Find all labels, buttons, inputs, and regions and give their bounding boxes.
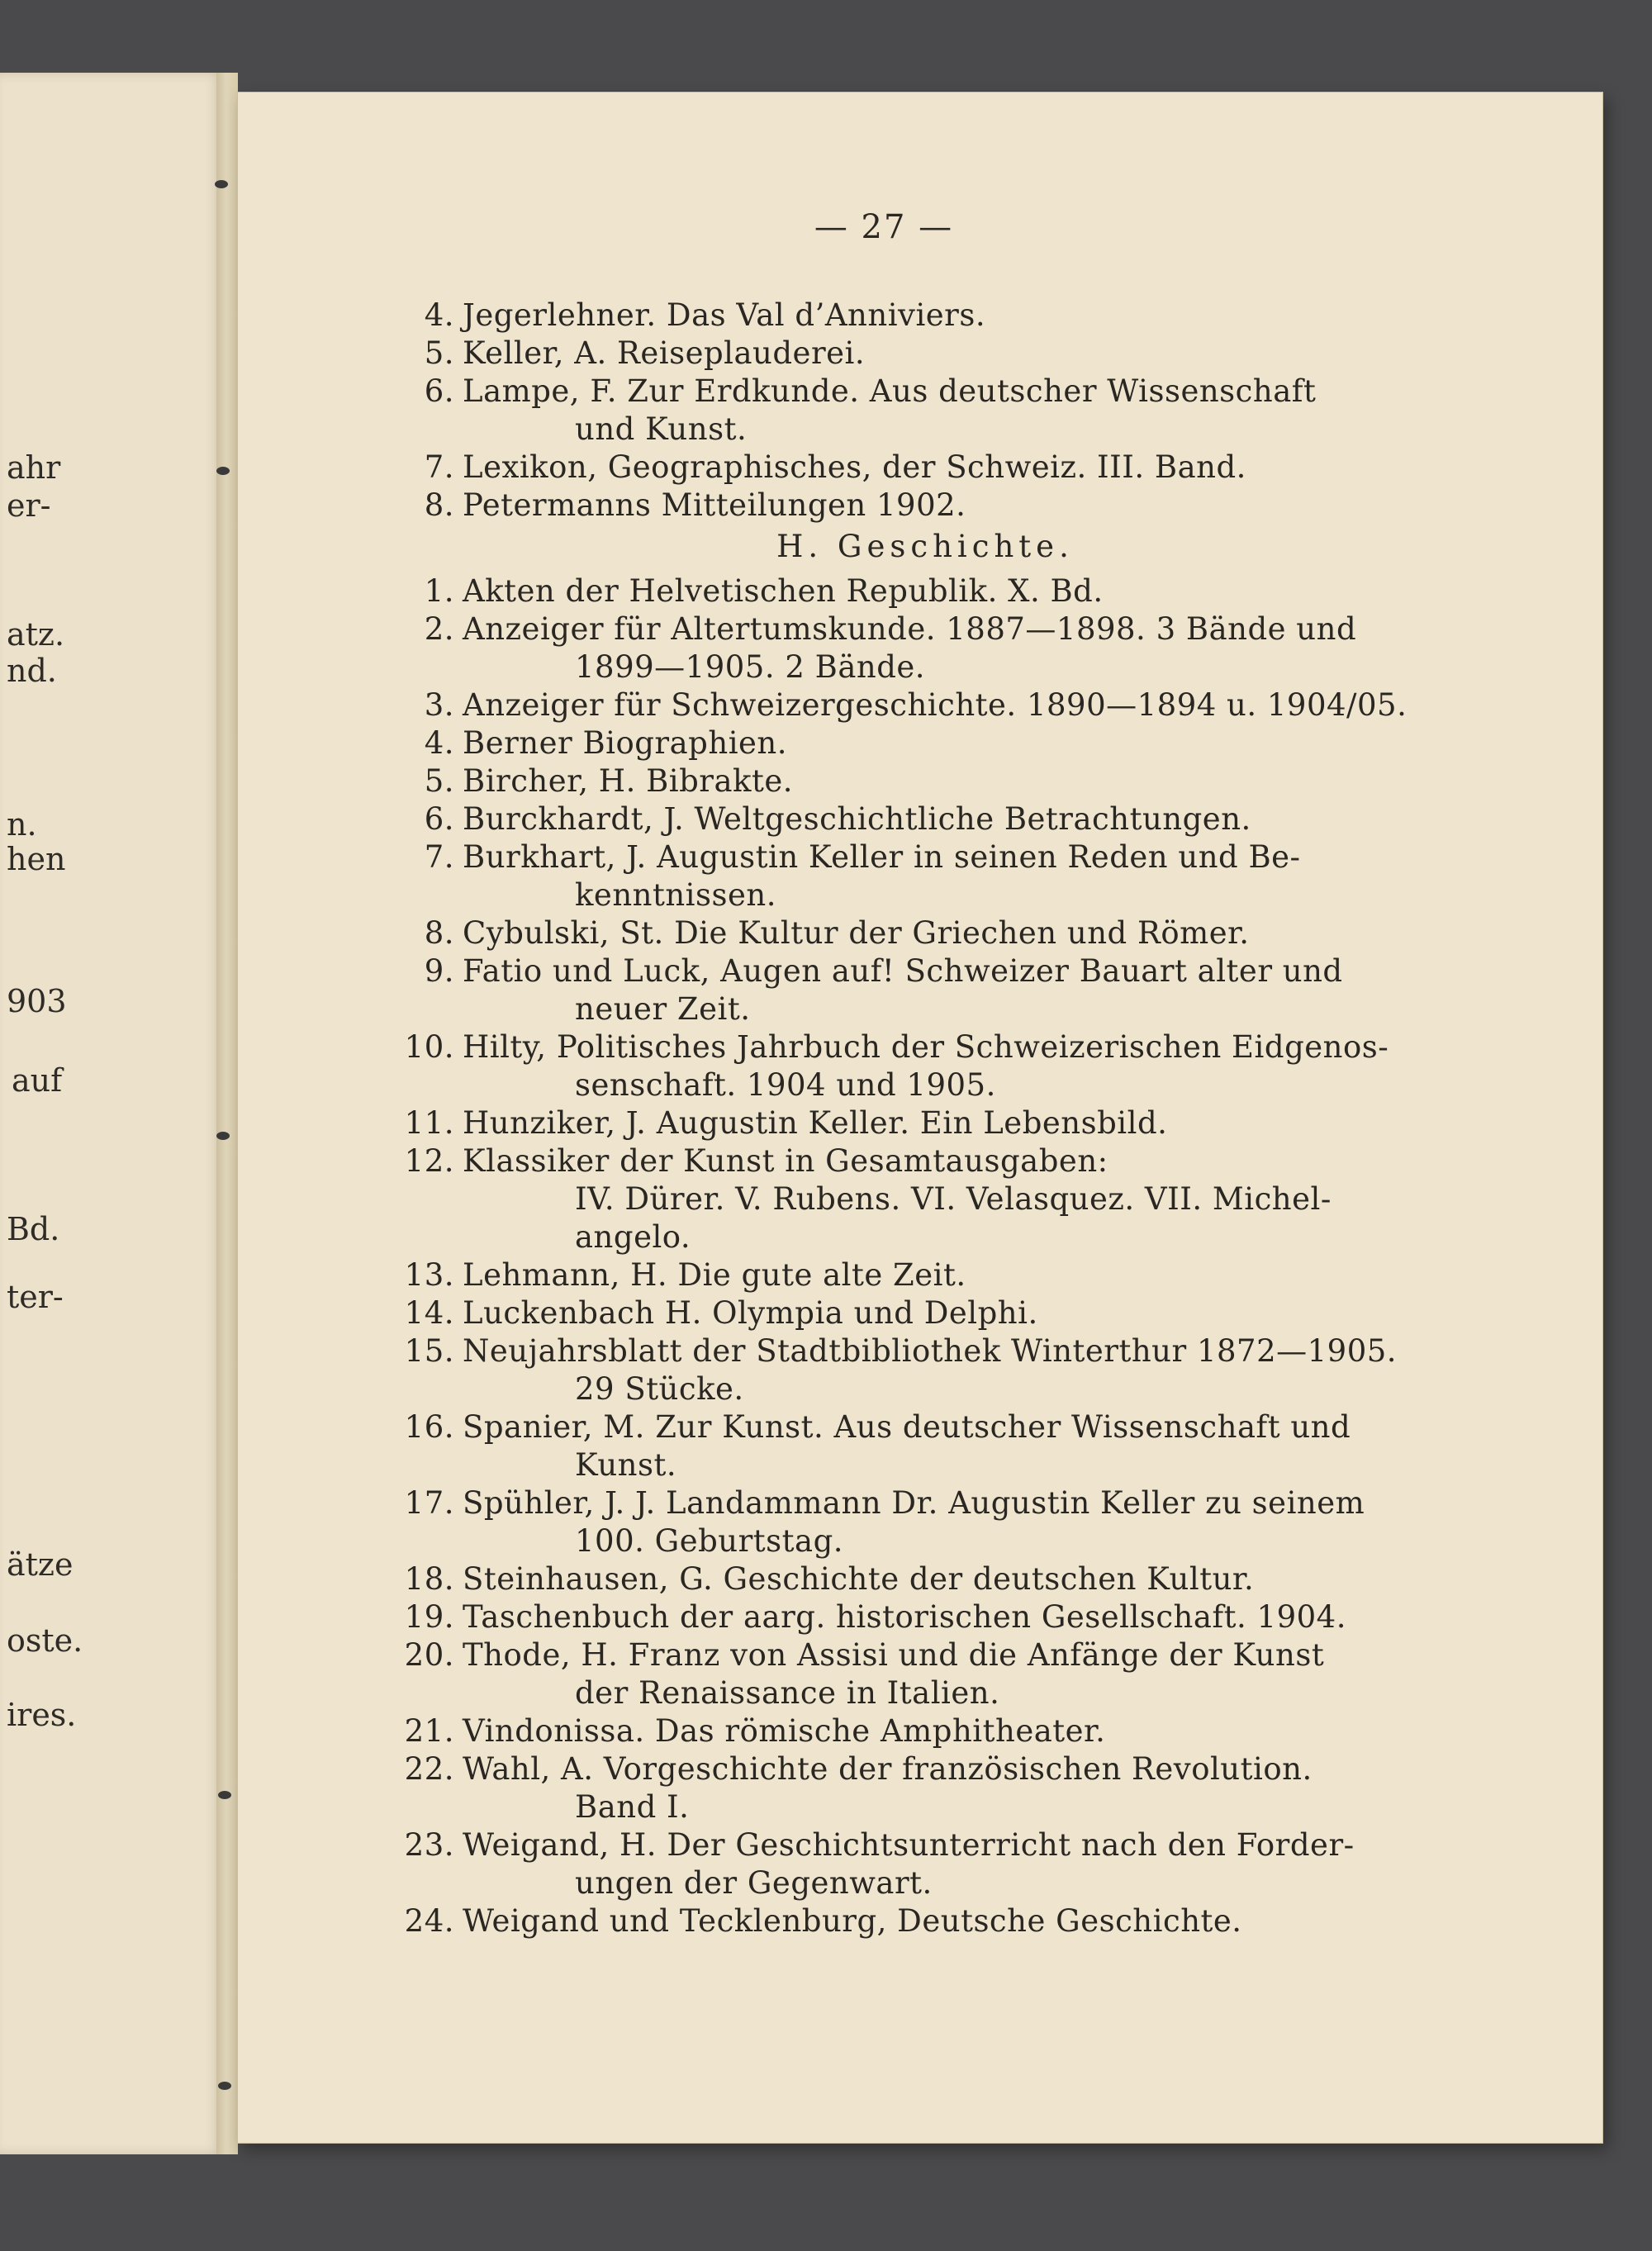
left-fragment: Bd. [7, 1211, 60, 1247]
left-fragment: ätze [7, 1546, 74, 1583]
left-fragment: nd. [7, 653, 57, 689]
binding-hole [216, 1132, 230, 1140]
left-page-edge [0, 73, 223, 2154]
binding-hole [218, 2082, 231, 2090]
left-fragment: ires. [7, 1697, 77, 1733]
left-fragment: atz. [7, 616, 65, 653]
left-fragment: ahr [7, 449, 61, 486]
left-fragment: n. [7, 806, 37, 843]
left-fragment: er- [7, 487, 51, 524]
binding-hole [216, 467, 230, 475]
page-number: — 27 — [814, 208, 954, 246]
left-fragment: 903 [7, 983, 67, 1019]
left-fragment: oste. [7, 1622, 83, 1659]
left-fragment: ter- [7, 1279, 64, 1315]
section-heading: H. Geschichte. [776, 529, 1074, 564]
binding-hole [218, 1791, 231, 1799]
binding-hole [215, 180, 228, 188]
left-fragment: auf [12, 1062, 63, 1099]
book-gutter [216, 73, 238, 2154]
left-fragment: hen [7, 841, 66, 877]
